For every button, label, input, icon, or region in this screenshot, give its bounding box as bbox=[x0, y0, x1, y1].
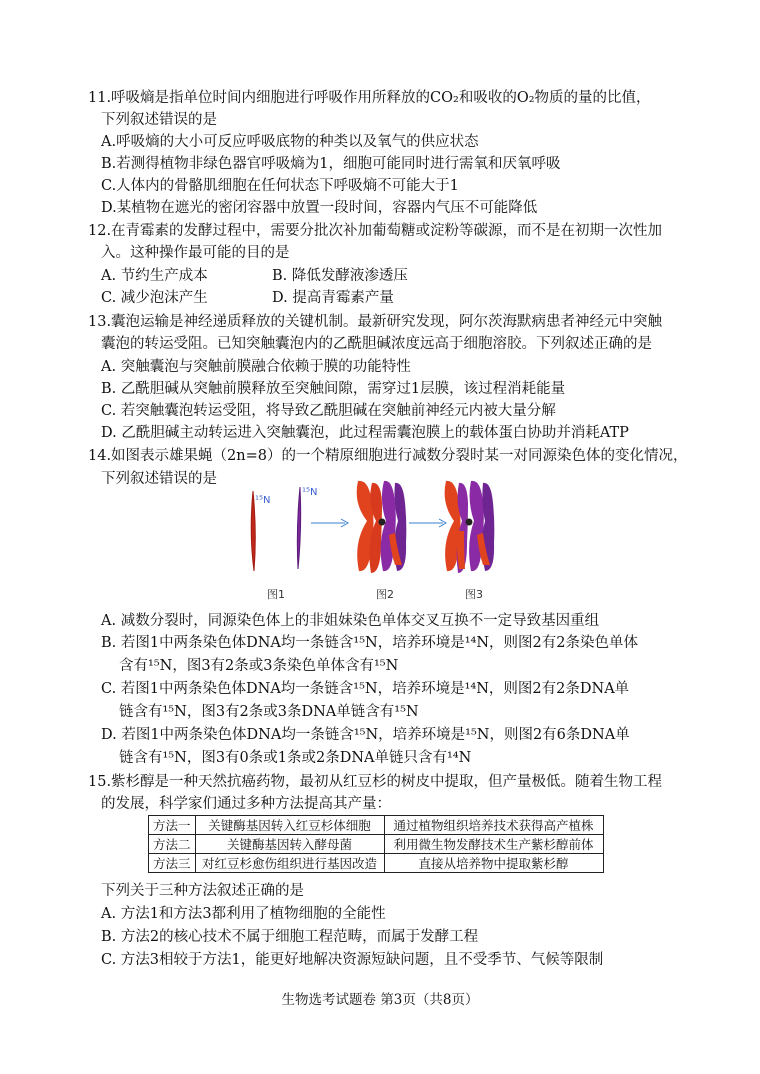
q14-option-b-line1: B. 若图1中两条染色体DNA均一条链含¹⁵N，培养环境是¹⁴N，则图2有2条染色单体 bbox=[101, 635, 638, 651]
chromosome-diagram bbox=[245, 473, 525, 603]
q15-option-b: B. 方法2的核心技术不属于细胞工程范畴，而属于发酵工程 bbox=[101, 929, 479, 945]
q11-stem-line2: 下列叙述错误的是 bbox=[101, 112, 217, 128]
q14-stem-line2: 下列叙述错误的是 bbox=[101, 471, 217, 487]
q12-option-a: A. 节约生产成本 bbox=[101, 268, 208, 284]
q11-option-a: A.呼吸熵的大小可反应呼吸底物的种类以及氧气的供应状态 bbox=[101, 134, 479, 150]
table-cell: 方法三 bbox=[149, 854, 196, 873]
q13-option-a: A. 突触囊泡与突触前膜融合依赖于膜的功能特性 bbox=[101, 359, 411, 375]
q11-option-c: C.人体内的骨骼肌细胞在任何状态下呼吸熵不可能大于1 bbox=[101, 178, 459, 194]
table-cell: 方法一 bbox=[149, 816, 196, 835]
q11-option-b: B.若测得植物非绿色器官呼吸熵为1，细胞可能同时进行需氧和厌氧呼吸 bbox=[101, 156, 561, 172]
q12-stem-line1: 12.在青霉素的发酵过程中，需要分批次补加葡萄糖或淀粉等碳源，而不是在初期一次性加 bbox=[88, 223, 663, 239]
q14-option-c-line1: C. 若图1中两条染色体DNA均一条链含¹⁵N，培养环境是¹⁴N，则图2有2条DNA单 bbox=[101, 681, 630, 697]
fig3-caption: 图3 bbox=[465, 588, 483, 601]
q13-stem-line2: 囊泡的转运受阻。已知突触囊泡内的乙酰胆碱浓度远高于细胞溶胶。下列叙述正确的是 bbox=[101, 336, 652, 352]
table-row bbox=[149, 854, 604, 873]
q14-option-c-line2: 链含有¹⁵N，图3有2条或3条DNA单链含有¹⁵N bbox=[119, 704, 419, 720]
q12-option-b: B. 降低发酵液渗透压 bbox=[272, 268, 408, 284]
q15-stem-line3: 下列关于三种方法叙述正确的是 bbox=[101, 883, 304, 899]
methods-table bbox=[148, 815, 604, 873]
chromosome-figure bbox=[245, 473, 525, 603]
table-cell: 对红豆杉愈伤组织进行基因改造 bbox=[195, 854, 384, 873]
q13-option-d: D. 乙酰胆碱主动转运进入突触囊泡，此过程需囊泡膜上的载体蛋白协助并消耗ATP bbox=[101, 425, 629, 441]
fig3-chromosomes bbox=[445, 481, 495, 573]
q15-stem-line2: 的发展，科学家们通过多种方法提高其产量： bbox=[101, 796, 391, 812]
q12-stem-line2: 入。这种操作最可能的目的是 bbox=[101, 245, 290, 261]
page-footer: 生物选考试题卷 第3页（共8页） bbox=[281, 992, 479, 1008]
table-row bbox=[149, 816, 604, 835]
table-cell: 利用微生物发酵技术生产紫杉醇前体 bbox=[384, 835, 603, 854]
fig1-chromosome-purple bbox=[297, 487, 300, 569]
table-cell: 通过植物组织培养技术获得高产植株 bbox=[384, 816, 603, 835]
fig1-label-right: ¹⁵N bbox=[302, 487, 318, 498]
q13-option-c: C. 若突触囊泡转运受阻，将导致乙酰胆碱在突触前神经元内被大量分解 bbox=[101, 403, 556, 419]
table-cell: 关键酶基因转入红豆杉体细胞 bbox=[195, 816, 384, 835]
q12-option-c: C. 减少泡沫产生 bbox=[101, 290, 208, 306]
q14-option-a: A. 减数分裂时，同源染色体上的非姐妹染色单体交叉互换不一定导致基因重组 bbox=[101, 613, 600, 629]
q12-option-d: D. 提高青霉素产量 bbox=[272, 290, 394, 306]
table-cell: 关键酶基因转入酵母菌 bbox=[195, 835, 384, 854]
q15-option-a: A. 方法1和方法3都利用了植物细胞的全能性 bbox=[101, 906, 386, 922]
q14-option-d-line2: 链含有¹⁵N，图3有0条或1条或2条DNA单链只含有¹⁴N bbox=[119, 750, 472, 766]
q13-stem-line1: 13.囊泡运输是神经递质释放的关键机制。最新研究发现，阿尔茨海默病患者神经元中突触 bbox=[88, 314, 663, 330]
q14-stem-line1: 14.如图表示雄果蝇（2n=8）的一个精原细胞进行减数分裂时某一对同源染色体的变化情况， bbox=[88, 448, 688, 464]
fig2-caption: 图2 bbox=[376, 588, 394, 601]
q14-option-b-line2: 含有¹⁵N，图3有2条或3条染色单体含有¹⁵N bbox=[119, 658, 399, 674]
table-cell: 方法二 bbox=[149, 835, 196, 854]
q11-option-d: D.某植物在遮光的密闭容器中放置一段时间，容器内气压不可能降低 bbox=[101, 200, 538, 216]
q15-stem-line1: 15.紫杉醇是一种天然抗癌药物，最初从红豆杉的树皮中提取，但产量极低。随着生物工程 bbox=[88, 774, 663, 790]
table-row bbox=[149, 835, 604, 854]
q13-option-b: B. 乙酰胆碱从突触前膜释放至突触间隙，需穿过1层膜，该过程消耗能量 bbox=[101, 381, 566, 397]
q14-option-d-line1: D. 若图1中两条染色体DNA均一条链含¹⁵N，培养环境是¹⁵N，则图2有6条DNA单 bbox=[101, 727, 630, 743]
fig2-chromosomes bbox=[357, 481, 407, 573]
fig1-caption: 图1 bbox=[267, 588, 285, 601]
q11-stem-line1: 11.呼吸熵是指单位时间内细胞进行呼吸作用所释放的CO₂和吸收的O₂物质的量的比值， bbox=[88, 90, 651, 106]
table-cell: 直接从培养物中提取紫杉醇 bbox=[384, 854, 603, 873]
fig1-label-left: ¹⁵N bbox=[255, 495, 271, 506]
q15-option-c: C. 方法3相较于方法1，能更好地解决资源短缺问题，且不受季节、气候等限制 bbox=[101, 952, 604, 968]
